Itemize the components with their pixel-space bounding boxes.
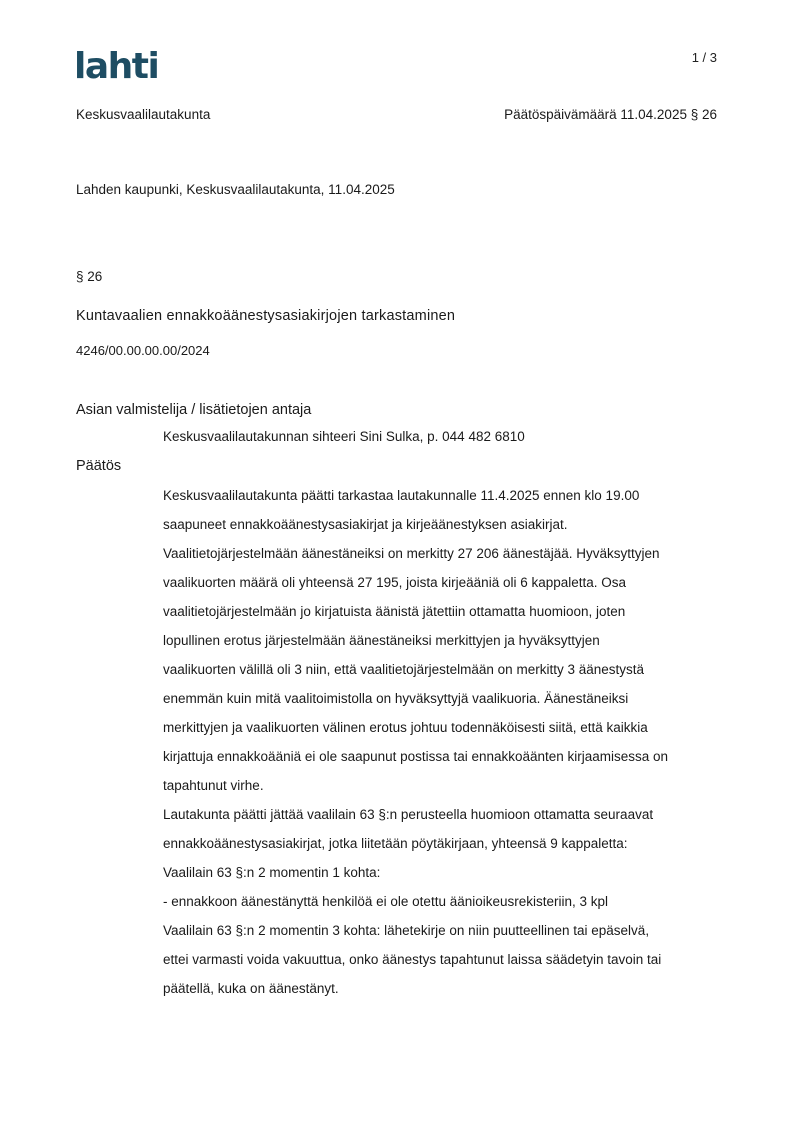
meeting-line: Lahden kaupunki, Keskusvaalilautakunta, 11.04.2025	[76, 182, 395, 197]
decision-line: ettei varmasti voida vakuuttua, onko äänestys tapahtunut laissa säädetyin tavoin tai	[163, 952, 662, 967]
decision-line: vaalitietojärjestelmään jo kirjatuista äänistä jätettiin ottamatta huomioon, joten	[163, 604, 626, 619]
decision-line: päätellä, kuka on äänestänyt.	[163, 981, 339, 996]
decision-text	[163, 481, 719, 1003]
page-number: 1 / 3	[691, 50, 717, 65]
decision-line: saapuneet ennakkoäänestysasiakirjat ja kirjeäänestyksen asiakirjat.	[163, 517, 568, 532]
record-number: 4246/00.00.00.00/2024	[76, 343, 210, 358]
decision-line: vaalikuorten välillä oli 3 niin, että vaalitietojärjestelmään on merkitty 3 äänestystä	[163, 662, 644, 677]
section-number: § 26	[76, 269, 103, 284]
decision-line: Vaalilain 63 §:n 2 momentin 1 kohta:	[163, 865, 381, 880]
decision-heading: Päätös	[76, 458, 122, 474]
decision-line: Vaalilain 63 §:n 2 momentin 3 kohta: lähetekirje on niin puutteellinen tai epäselvä,	[163, 923, 650, 938]
preparer-name: Keskusvaalilautakunnan sihteeri Sini Sulka, p. 044 482 6810	[163, 429, 525, 444]
decision-date: Päätöspäivämäärä 11.04.2025 § 26	[504, 107, 717, 122]
decision-line: vaalikuorten määrä oli yhteensä 27 195, joista kirjeääniä oli 6 kappaletta. Osa	[163, 575, 627, 590]
svg-text:lahti: lahti	[74, 46, 159, 86]
decision-line: tapahtunut virhe.	[163, 778, 264, 793]
decision-line: Vaalitietojärjestelmään äänestäneiksi on merkitty 27 206 äänestäjää. Hyväksyttyjen	[163, 546, 660, 561]
organ-name: Keskusvaalilautakunta	[76, 107, 211, 122]
preparer-heading: Asian valmistelija / lisätietojen antaja	[76, 402, 312, 418]
decision-line: lopullinen erotus järjestelmään äänestäneiksi merkittyjen ja hyväksyttyjen	[163, 633, 600, 648]
lahti-logo	[74, 46, 170, 86]
decision-line: ennakkoäänestysasiakirjat, jotka liitetään pöytäkirjaan, yhteensä 9 kappaletta:	[163, 836, 628, 851]
decision-line: merkittyjen ja vaalikuorten välinen erotus johtuu todennäköisesti siitä, että kaikkia	[163, 720, 648, 735]
item-subject: Kuntavaalien ennakkoäänestysasiakirjojen tarkastaminen	[76, 308, 456, 324]
decision-line: kirjattuja ennakkoääniä ei ole saapunut postissa tai ennakkoäänten kirjaamisessa on	[163, 749, 669, 764]
decision-line: Lautakunta päätti jättää vaalilain 63 §:n perusteella huomioon ottamatta seuraavat	[163, 807, 654, 822]
decision-line: Keskusvaalilautakunta päätti tarkastaa lautakunnalle 11.4.2025 ennen klo 19.00	[163, 488, 640, 503]
decision-line: - ennakkoon äänestänyttä henkilöä ei ole otettu äänioikeusrekisteriin, 3 kpl	[163, 894, 609, 909]
decision-line: enemmän kuin mitä vaalitoimistolla on hyväksyttyjä vaalikuoria. Äänestäneiksi	[163, 691, 629, 706]
